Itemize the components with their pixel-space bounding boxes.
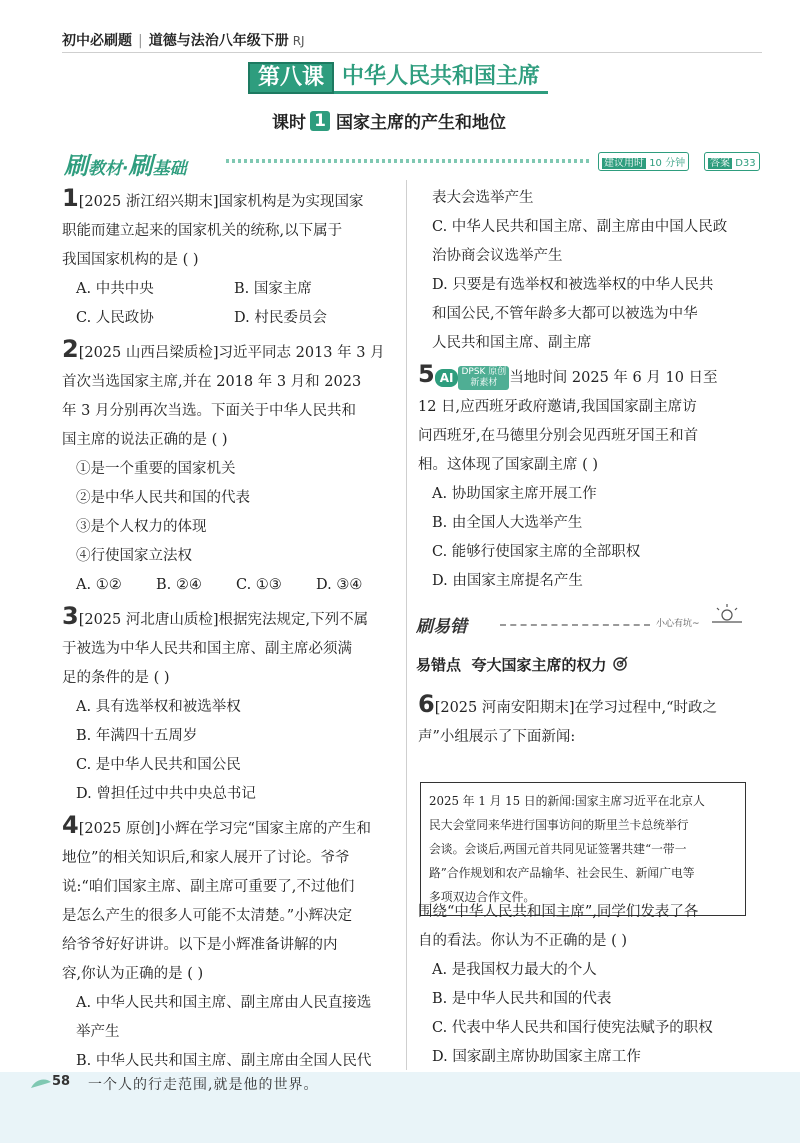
option-c[interactable]: C. ①③ [236,577,282,593]
source-tag-1: DPSK 原创 [461,367,507,377]
question-line: 声”小组展示了下面新闻: [418,729,576,745]
question-number: 2 [62,335,79,363]
option-a[interactable]: A. 是我国权力最大的个人 [432,962,597,978]
question-line: 年 3 月分别再次当选。下面关于中华人民共和 [62,403,356,419]
left-column [62,184,402,1076]
option-d-cont: 和国公民,不管年龄多大都可以被选为中华 [432,306,698,322]
question-number: 3 [62,602,79,630]
answer-label: 答案 [710,158,730,169]
question-line: 容,你认为正确的是 ( ) [62,966,204,982]
lesson-label: 第八课 [248,62,334,94]
question-3 [62,602,402,809]
option-b[interactable]: B. 由全国人大选举产生 [432,515,583,531]
error-point-label: 易错点 [416,656,462,674]
news-line: 多项双边合作文件。 [429,890,536,904]
answer-page: D33 [735,158,756,169]
source-tag-2: 新素材 [470,378,498,388]
header-rule [62,52,762,53]
question-6-after [418,898,758,1072]
question-4-continued [418,184,758,358]
option-b[interactable]: B. 中华人民共和国主席、副主席由全国人民代 [76,1053,372,1069]
option-b[interactable]: B. 年满四十五周岁 [76,728,198,744]
option-c[interactable]: C. 代表中华人民共和国行使宪法赋予的职权 [432,1020,713,1036]
section-textbook: 教材 [88,159,122,179]
option-b[interactable]: B. 国家主席 [234,281,312,297]
footer-motto: 一个人的行走范围,就是他的世界。 [88,1077,319,1093]
option-b-cont: 表大会选举产生 [432,190,534,206]
option-a[interactable]: A. 中华人民共和国主席、副主席由人民直接选 [76,995,372,1011]
option-d[interactable]: D. 由国家主席提名产生 [432,573,583,589]
errors-dashline [500,624,650,626]
page-number: 58 [52,1074,71,1089]
lesson-name: 中华人民共和国主席 [334,63,548,94]
question-number: 1 [62,184,79,212]
question-6 [418,690,758,752]
question-line: 相。这体现了国家副主席 ( ) [418,457,599,473]
option-c[interactable]: C. 人民政协 [76,310,154,326]
question-line: 给爷爷好好讲讲。以下是小辉准备讲解的内 [62,937,338,953]
option-d[interactable]: D. 村民委员会 [234,310,327,326]
news-line: 2025 年 1 月 15 日的新闻:国家主席习近平在北京人 [429,794,705,808]
news-line: 路”合作规划和农产品输华、社会民生、新闻广电等 [429,866,695,880]
errors-tag: 小心有坑~ [656,619,700,629]
running-header: 初中必刷题 | 道德与法治八年级下册 RJ [62,33,305,49]
section-brush-2: 刷 [128,152,153,180]
question-line: 说:“咱们国家主席、副主席可重要了,不过他们 [62,879,355,895]
errors-title-text: 刷易错 [416,617,467,637]
option-c-cont: 治协商会议选举产生 [432,248,563,264]
leaf-icon [30,1076,52,1090]
subtitle [272,108,506,133]
target-icon [612,656,628,672]
section-brush-1: 刷 [64,152,88,180]
edition: RJ [292,34,305,48]
question-line: 自的看法。你认为不正确的是 ( ) [418,933,628,949]
question-number: 6 [418,690,435,718]
statement: ④行使国家立法权 [76,548,192,564]
option-c[interactable]: C. 能够行使国家主席的全部职权 [432,544,641,560]
statement: ①是一个重要的国家机关 [76,461,236,477]
question-line: 我国国家机构的是 ( ) [62,252,199,268]
statement: ③是个人权力的体现 [76,519,207,535]
errors-title [416,612,467,637]
book-name: 初中必刷题 [62,33,132,49]
question-4 [62,811,402,1076]
subtitle-number: 1 [310,111,330,131]
question-2 [62,335,402,600]
question-line: 12 日,应西班牙政府邀请,我国国家副主席访 [418,399,697,415]
question-number: 4 [62,811,79,839]
lesson-title [248,62,548,94]
question-line: [2025 河南安阳期末]在学习过程中,“时政之 [434,700,718,716]
option-d[interactable]: D. 国家副主席协助国家主席工作 [432,1049,641,1065]
question-number: 5 [418,360,435,388]
option-d[interactable]: D. ③④ [316,577,363,593]
option-b[interactable]: B. 是中华人民共和国的代表 [432,991,612,1007]
question-line: 是怎么产生的很多人可能不太清楚。”小辉决定 [62,908,353,924]
right-column [418,184,758,596]
option-b[interactable]: B. ②④ [156,577,202,593]
option-a[interactable]: A. 具有选举权和被选举权 [76,699,241,715]
option-a[interactable]: A. 协助国家主席开展工作 [432,486,597,502]
question-line: 于被选为中华人民共和国主席、副主席必须满 [62,641,352,657]
option-c[interactable]: C. 是中华人民共和国公民 [76,757,241,773]
section-title [64,146,186,181]
source-tag [458,366,509,390]
option-d-cont: 人民共和国主席、副主席 [432,335,592,351]
question-line: [2025 原创]小辉在学习完“国家主席的产生和 [78,821,371,837]
question-1 [62,184,402,333]
question-line: 围绕“中华人民共和国主席”,同学们发表了各 [418,904,699,920]
question-line: 地位”的相关知识后,和家人展开了讨论。爷爷 [62,850,350,866]
option-a[interactable]: A. 中共中央 [76,281,154,297]
question-line: [2025 浙江绍兴期末]国家机构是为实现国家 [78,194,364,210]
question-line: 当地时间 2025 年 6 月 10 日至 [509,370,718,386]
option-a-cont: 举产生 [76,1024,120,1040]
news-box [420,782,746,916]
question-line: 国主席的说法正确的是 ( ) [62,432,228,448]
subject-name: 道德与法治八年级下册 [148,33,289,49]
error-point-text: 夸大国家主席的权力 [471,656,607,674]
column-divider [406,180,407,1070]
section-dashline [226,159,592,163]
question-line: 足的条件的是 ( ) [62,670,170,686]
question-line: 问西班牙,在马德里分别会见西班牙国王和首 [418,428,699,444]
question-line: 首次当选国家主席,并在 2018 年 3 月和 2023 [62,374,362,390]
option-c[interactable]: C. 中华人民共和国主席、副主席由中国人民政 [432,219,728,235]
statement: ②是中华人民共和国的代表 [76,490,250,506]
news-line: 民大会堂同来华进行国事访问的斯里兰卡总统举行 [429,818,689,832]
question-line: [2025 河北唐山质检]根据宪法规定,下列不属 [78,612,369,628]
time-label: 建议用时 [604,158,644,169]
question-line: 职能而建立起来的国家机关的统称,以下属于 [62,223,343,239]
section-basics: 基础 [152,159,187,179]
question-line: [2025 山西吕梁质检]习近平同志 2013 年 3 月 [78,345,385,361]
section-dot: · [122,159,129,179]
sun-icon [712,602,742,624]
question-5 [418,360,758,596]
subtitle-text: 国家主席的产生和地位 [336,113,506,133]
option-a[interactable]: A. ①② [76,577,122,593]
news-line: 会谈。会谈后,两国元首共同见证签署共建“一带一 [429,842,687,856]
time-value: 10 分钟 [649,158,686,169]
answer-tag [704,152,760,171]
ai-badge: AI [435,369,459,387]
time-tag [598,152,689,171]
option-d[interactable]: D. 曾担任过中共中央总书记 [76,786,256,802]
error-point [416,654,628,675]
subtitle-prefix: 课时 [272,113,306,133]
option-d[interactable]: D. 只要是有选举权和被选举权的中华人民共 [432,277,714,293]
